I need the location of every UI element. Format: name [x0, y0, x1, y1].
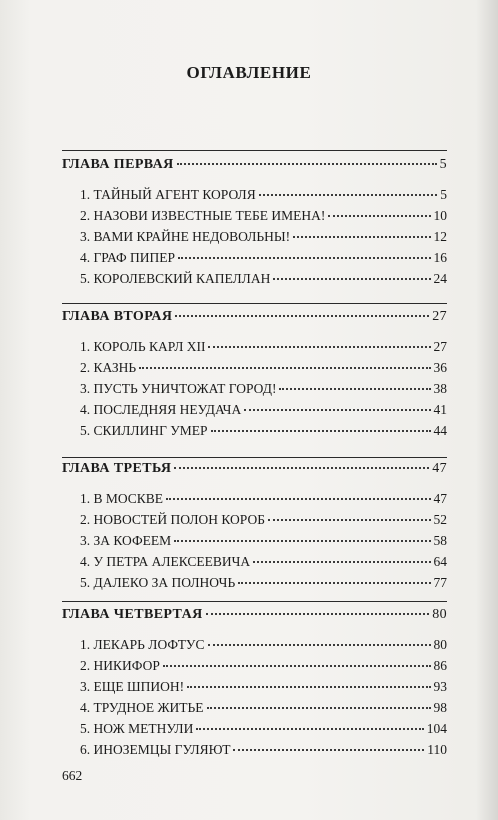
section-title: 2. КАЗНЬ — [80, 360, 137, 375]
leader-dots — [206, 612, 430, 615]
section-entry — [80, 186, 447, 204]
section-title: 5. КОРОЛЕВСКИЙ КАПЕЛЛАН — [80, 271, 271, 286]
page-edge-shadow — [476, 0, 498, 820]
leader-dots — [244, 408, 430, 411]
page-number: 47 — [432, 461, 447, 476]
leader-dots — [273, 277, 430, 280]
leader-dots — [196, 727, 423, 730]
leader-dots — [279, 387, 430, 390]
chapter-entry — [62, 606, 447, 624]
leader-dots — [233, 748, 424, 751]
leader-dots — [328, 214, 430, 217]
section-entry — [80, 636, 447, 654]
leader-dots — [187, 685, 430, 688]
page-number: 27 — [432, 309, 447, 324]
page-number: 110 — [427, 742, 447, 757]
section-title: 4. ГРАФ ПИПЕР — [80, 250, 176, 265]
leader-dots — [207, 706, 431, 709]
page-number: 80 — [433, 637, 447, 652]
page-number: 41 — [433, 402, 447, 417]
leader-dots — [208, 345, 430, 348]
section-title: 1. ЛЕКАРЬ ЛОФТУС — [80, 637, 205, 652]
section-title: 2. НИКИФОР — [80, 658, 160, 673]
section-entry — [80, 720, 447, 738]
leader-dots — [293, 235, 430, 238]
section-title: 3. ЗА КОФЕЕМ — [80, 533, 172, 548]
rule-chapter-1 — [62, 150, 447, 151]
folio-page-number: 662 — [62, 768, 83, 783]
leader-dots — [268, 518, 431, 521]
leader-dots — [211, 429, 431, 432]
section-entry — [80, 270, 447, 288]
page-number: 86 — [433, 658, 447, 673]
section-title: 3. ПУСТЬ УНИЧТОЖАТ ГОРОД! — [80, 381, 277, 396]
section-entry — [80, 401, 447, 419]
leader-dots — [163, 664, 431, 667]
section-title: 4. У ПЕТРА АЛЕКСЕЕВИЧА — [80, 554, 251, 569]
page-number: 24 — [433, 271, 447, 286]
section-title: 4. ТРУДНОЕ ЖИТЬЕ — [80, 700, 204, 715]
page-number: 58 — [433, 533, 447, 548]
section-entry — [80, 380, 447, 398]
section-title: 6. ИНОЗЕМЦЫ ГУЛЯЮТ — [80, 742, 231, 757]
page-number: 5 — [439, 157, 447, 172]
section-entry — [80, 490, 447, 508]
leader-dots — [166, 497, 430, 500]
page-number: 44 — [433, 423, 447, 438]
section-entry — [80, 553, 447, 571]
leader-dots — [178, 256, 430, 259]
section-entry — [80, 338, 447, 356]
page-number: 98 — [433, 700, 447, 715]
section-title: 3. ВАМИ КРАЙНЕ НЕДОВОЛЬНЫ! — [80, 229, 291, 244]
chapter-title: ГЛАВА ПЕРВАЯ — [62, 157, 174, 172]
page-number: 93 — [433, 679, 447, 694]
chapter-entry — [62, 460, 447, 478]
leader-dots — [238, 581, 430, 584]
section-entry — [80, 657, 447, 675]
rule-chapter-2 — [62, 303, 447, 304]
rule-chapter-3 — [62, 457, 447, 458]
page-number: 12 — [433, 229, 447, 244]
section-entry — [80, 422, 447, 440]
section-title: 2. НОВОСТЕЙ ПОЛОН КОРОБ — [80, 512, 265, 527]
chapter-title: ГЛАВА ЧЕТВЕРТАЯ — [62, 607, 203, 622]
page-number: 80 — [432, 607, 447, 622]
page-number: 36 — [433, 360, 447, 375]
chapter-title: ГЛАВА ТРЕТЬЯ — [62, 461, 172, 476]
leader-dots — [253, 560, 430, 563]
section-entry — [80, 678, 447, 696]
page-number: 47 — [433, 491, 447, 506]
section-entry — [80, 699, 447, 717]
rule-chapter-4 — [62, 601, 447, 602]
section-title: 3. ЕЩЕ ШПИОН! — [80, 679, 185, 694]
page-number: 64 — [433, 554, 447, 569]
section-title: 1. КОРОЛЬ КАРЛ XII — [80, 339, 206, 354]
section-title: 2. НАЗОВИ ИЗВЕСТНЫЕ ТЕБЕ ИМЕНА! — [80, 208, 326, 223]
section-title: 4. ПОСЛЕДНЯЯ НЕУДАЧА — [80, 402, 242, 417]
toc-title: ОГЛАВЛЕНИЕ — [186, 63, 312, 82]
page-number: 10 — [433, 208, 447, 223]
leader-dots — [174, 539, 430, 542]
section-entry — [80, 741, 447, 759]
section-title: 5. СКИЛЛИНГ УМЕР — [80, 423, 208, 438]
page-number: 38 — [433, 381, 447, 396]
chapter-entry — [62, 156, 447, 174]
leader-dots — [208, 643, 431, 646]
leader-dots — [259, 193, 438, 196]
page-number: 5 — [440, 187, 447, 202]
section-entry — [80, 511, 447, 529]
leader-dots — [177, 162, 437, 165]
chapter-title: ГЛАВА ВТОРАЯ — [62, 309, 173, 324]
section-entry — [80, 228, 447, 246]
page-number: 52 — [433, 512, 447, 527]
section-entry — [80, 249, 447, 267]
page-number: 77 — [433, 575, 447, 590]
leader-dots — [175, 314, 429, 317]
section-entry — [80, 359, 447, 377]
leader-dots — [174, 466, 429, 469]
section-title: 5. ДАЛЕКО ЗА ПОЛНОЧЬ — [80, 575, 236, 590]
section-entry — [80, 574, 447, 592]
page-number: 27 — [433, 339, 447, 354]
page-number: 16 — [433, 250, 447, 265]
section-entry — [80, 532, 447, 550]
section-title: 1. В МОСКВЕ — [80, 491, 164, 506]
leader-dots — [139, 366, 430, 369]
page-number: 104 — [426, 721, 447, 736]
section-title: 5. НОЖ МЕТНУЛИ — [80, 721, 194, 736]
section-title: 1. ТАЙНЫЙ АГЕНТ КОРОЛЯ — [80, 187, 256, 202]
chapter-entry — [62, 308, 447, 326]
section-entry — [80, 207, 447, 225]
